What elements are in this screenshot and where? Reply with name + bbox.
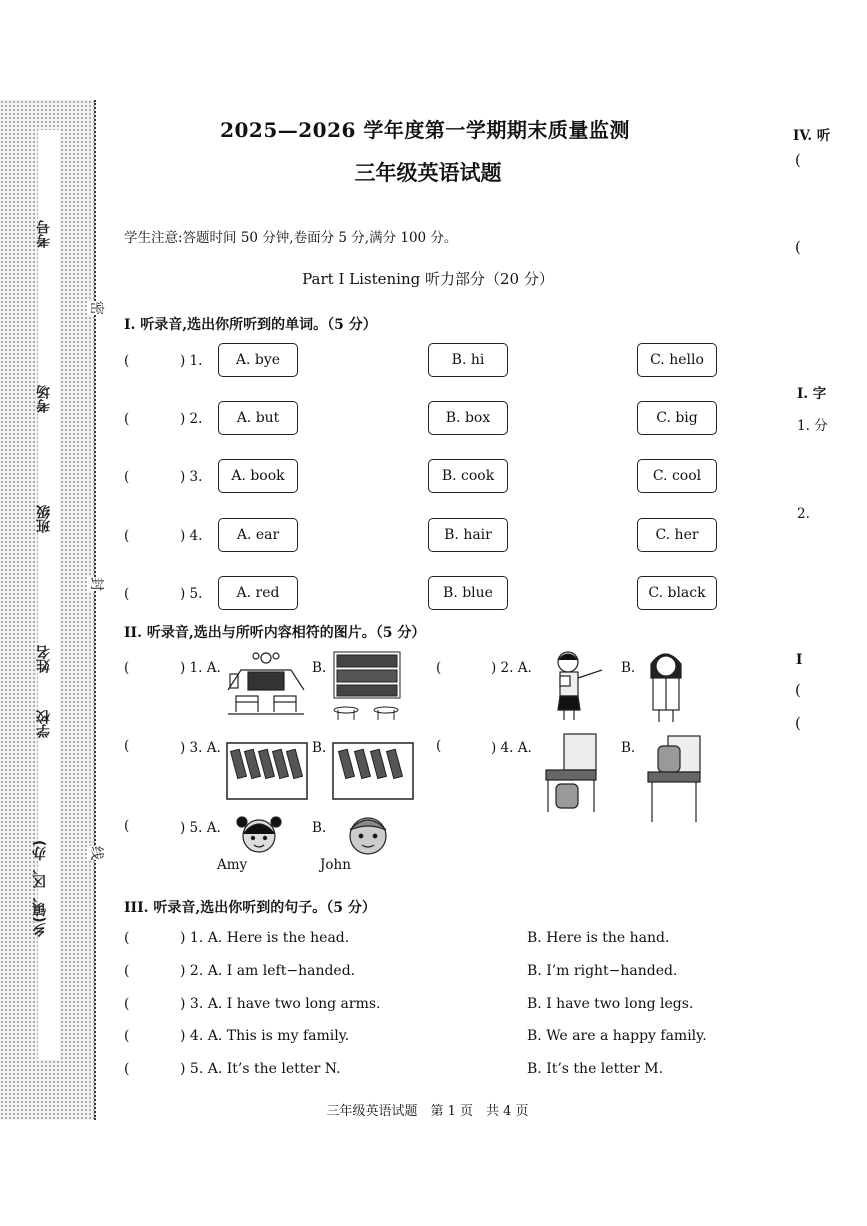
seal-mark-mi: 密 (87, 301, 107, 315)
s1-option-box: B. cook (428, 459, 508, 493)
chair-bag-under-image (540, 732, 604, 814)
classroom-image (226, 650, 306, 718)
seal-mark-xian: 线 (87, 846, 107, 860)
teacher-image (550, 648, 606, 724)
s1-option-box: C. her (637, 518, 717, 552)
s2-q3-b: B. (312, 740, 327, 756)
label-township: 乡(镇、区、办) (32, 840, 48, 937)
paren: ( (436, 660, 442, 676)
s3-option-a: ) 4. A. This is my family. (180, 1028, 350, 1044)
s2-q5-b: B. (312, 820, 327, 836)
answer-paren[interactable]: ( (124, 930, 130, 946)
answer-paren[interactable]: ( (124, 353, 130, 369)
s1-question-number: ) 2. (180, 411, 203, 427)
exam-title: 2025—2026 学年度第一学期期末质量监测 (220, 118, 630, 142)
s3-option-a: ) 1. A. Here is the head. (180, 930, 350, 946)
answer-paren[interactable]: ( (124, 963, 130, 979)
pencils-image-b (332, 742, 414, 800)
s1-option-box: B. hair (428, 518, 508, 552)
paren: ( (124, 818, 130, 834)
next-page-item-1: 1. 分 (797, 418, 828, 434)
section2-heading: II. 听录音,选出与所听内容相符的图片。（5 分） (124, 625, 426, 641)
s1-option-box: B. box (428, 401, 508, 435)
s1-option-box: C. hello (637, 343, 717, 377)
page-footer: 三年级英语试题 第 1 页 共 4 页 (326, 1104, 529, 1119)
library-image (330, 650, 406, 722)
s2-q4-b: B. (621, 740, 636, 756)
answer-paren[interactable]: ( (124, 411, 130, 427)
s1-option-box: A. ear (218, 518, 298, 552)
s1-option-box: A. red (218, 576, 298, 610)
next-page-item-2: 2. (797, 506, 810, 522)
paren: ( (124, 660, 130, 676)
next-page-paren: ( (795, 238, 801, 256)
s3-option-b: B. I’m right−handed. (527, 963, 678, 979)
s2-q3-num: ) 3. A. (180, 740, 221, 756)
part-heading: Part I Listening 听力部分（20 分） (302, 270, 554, 288)
s1-question-number: ) 4. (180, 528, 203, 544)
s1-option-box: B. hi (428, 343, 508, 377)
label-name: 姓名 (36, 645, 52, 673)
next-page-heading-ii: I (796, 652, 803, 668)
amy-image (234, 812, 284, 860)
answer-paren[interactable]: ( (124, 586, 130, 602)
s1-option-box: A. bye (218, 343, 298, 377)
next-page-paren: ( (795, 681, 801, 699)
s2-q5-num: ) 5. A. (180, 820, 221, 836)
exam-subtitle: 三年级英语试题 (354, 160, 502, 185)
s1-option-box: C. cool (637, 459, 717, 493)
paren: ( (436, 738, 442, 754)
next-page-heading-i: I. 字 (797, 386, 827, 402)
s3-option-b: B. We are a happy family. (527, 1028, 707, 1044)
s1-option-box: B. blue (428, 576, 508, 610)
answer-paren[interactable]: ( (124, 469, 130, 485)
s1-question-number: ) 3. (180, 469, 203, 485)
pencils-image-a (226, 742, 308, 800)
label-class: 班级 (36, 505, 52, 533)
s3-option-a: ) 3. A. I have two long arms. (180, 996, 381, 1012)
s2-q2-num: ) 2. A. (491, 660, 532, 676)
s1-question-number: ) 5. (180, 586, 203, 602)
answer-paren[interactable]: ( (124, 996, 130, 1012)
next-page-paren: ( (795, 714, 801, 732)
paren: ( (124, 738, 130, 754)
s1-option-box: A. book (218, 459, 298, 493)
label-exam-room: 考场 (36, 385, 52, 413)
answer-paren[interactable]: ( (124, 1028, 130, 1044)
seal-mark-feng: 封 (87, 577, 107, 591)
s2-q1-num: ) 1. A. (180, 660, 221, 676)
s1-option-box: C. black (637, 576, 717, 610)
s3-option-b: B. It’s the letter M. (527, 1061, 664, 1077)
section1-heading: I. 听录音,选出你所听到的单词。（5 分） (124, 317, 377, 333)
caption-amy: Amy (217, 857, 248, 873)
seal-line (94, 100, 96, 1120)
caption-john: John (320, 857, 351, 873)
next-page-heading-iv: IV. 听 (793, 128, 831, 144)
section3-heading: III. 听录音,选出你听到的句子。（5 分） (124, 900, 376, 916)
s1-question-number: ) 1. (180, 353, 203, 369)
john-image (342, 808, 394, 864)
s3-option-b: B. Here is the hand. (527, 930, 670, 946)
answer-paren[interactable]: ( (124, 1061, 130, 1077)
s3-option-a: ) 5. A. It’s the letter N. (180, 1061, 341, 1077)
chair-bag-on-image (644, 732, 708, 826)
student-notice: 学生注意:答题时间 50 分钟,卷面分 5 分,满分 100 分。 (124, 230, 458, 246)
s1-option-box: A. but (218, 401, 298, 435)
answer-paren[interactable]: ( (124, 528, 130, 544)
label-school: 学校 (36, 710, 52, 738)
s2-q2-b: B. (621, 660, 636, 676)
label-exam-number: 考号 (36, 220, 52, 248)
s2-q1-b: B. (312, 660, 327, 676)
s1-option-box: C. big (637, 401, 717, 435)
next-page-paren: ( (795, 151, 801, 169)
doctor-image (645, 648, 691, 726)
binding-margin (0, 100, 96, 1120)
s3-option-b: B. I have two long legs. (527, 996, 694, 1012)
s2-q4-num: ) 4. A. (491, 740, 532, 756)
s3-option-a: ) 2. A. I am left−handed. (180, 963, 356, 979)
